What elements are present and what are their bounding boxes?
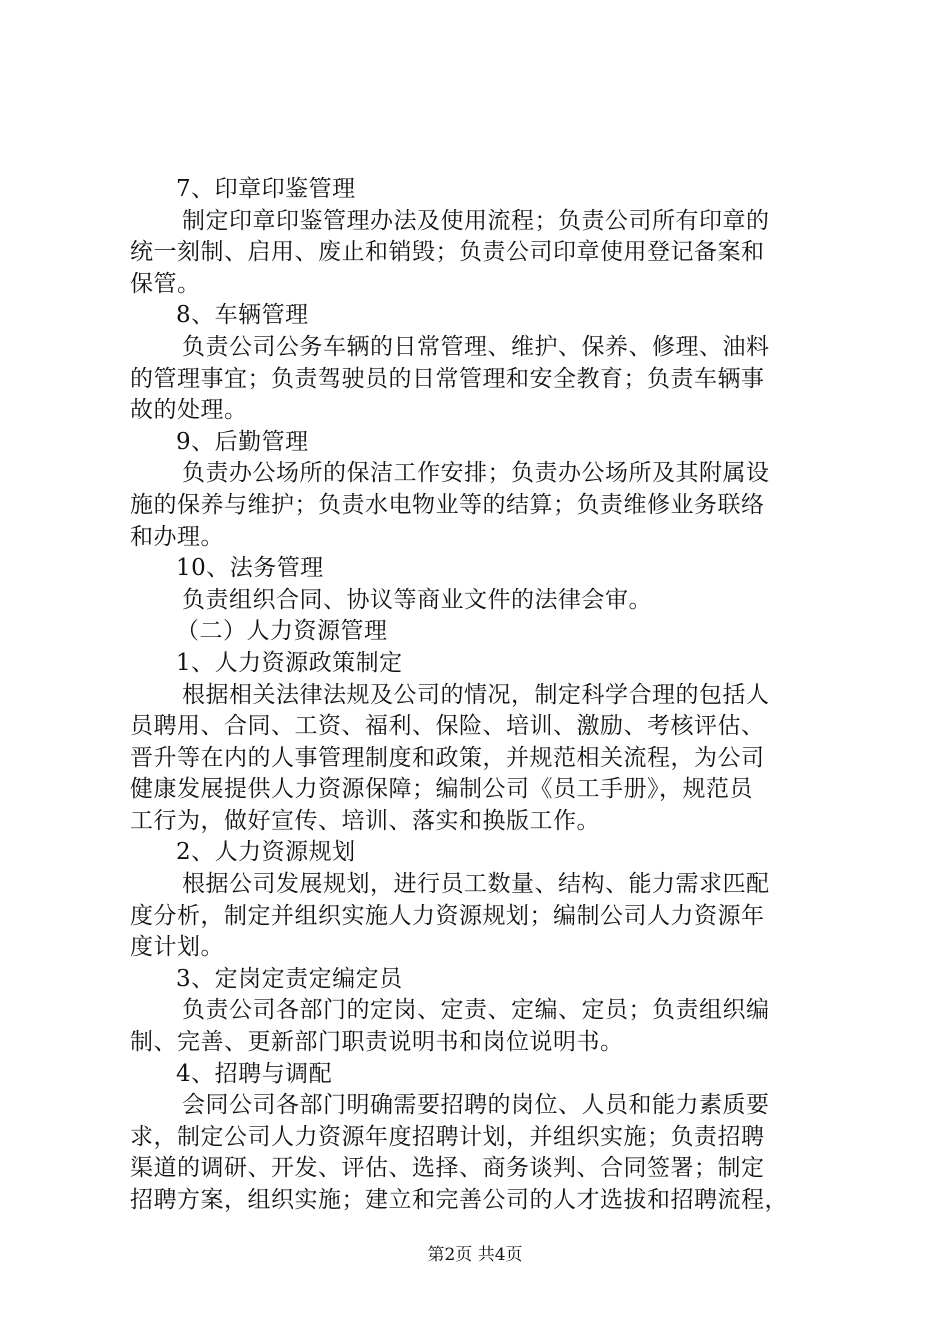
paragraph-line: 会同公司各部门明确需要招聘的岗位、人员和能力素质要 xyxy=(182,1092,770,1119)
paragraph-line: 根据公司发展规划，进行员工数量、结构、能力需求匹配 xyxy=(182,871,770,898)
paragraph-line: 制定印章印鉴管理办法及使用流程；负责公司所有印章的 xyxy=(182,207,770,234)
section-heading: 1、人力资源政策制定 xyxy=(176,649,403,676)
paragraph-line: 晋升等在内的人事管理制度和政策，并规范相关流程，为公司 xyxy=(130,744,765,771)
paragraph-line: 负责组织合同、协议等商业文件的法律会审。 xyxy=(182,586,652,613)
section-heading: 3、定岗定责定编定员 xyxy=(176,965,403,992)
paragraph-line: 故的处理。 xyxy=(130,397,248,424)
section-heading: 10、法务管理 xyxy=(176,555,324,582)
document-body xyxy=(130,174,830,1217)
paragraph-line: 求，制定公司人力资源年度招聘计划，并组织实施；负责招聘 xyxy=(130,1123,765,1150)
paragraph-line: 负责公司公务车辆的日常管理、维护、保养、修理、油料 xyxy=(182,333,770,360)
paragraph-line: 负责办公场所的保洁工作安排；负责办公场所及其附属设 xyxy=(182,460,770,487)
paragraph-line: 根据相关法律法规及公司的情况，制定科学合理的包括人 xyxy=(182,681,770,708)
paragraph-line: 施的保养与维护；负责水电物业等的结算；负责维修业务联络 xyxy=(130,491,765,518)
paragraph-line: 保管。 xyxy=(130,270,201,297)
paragraph-line: 统一刻制、启用、废止和销毁；负责公司印章使用登记备案和 xyxy=(130,239,765,266)
paragraph-line: 工行为，做好宣传、培训、落实和换版工作。 xyxy=(130,807,600,834)
paragraph-line: 的管理事宜；负责驾驶员的日常管理和安全教育；负责车辆事 xyxy=(130,365,765,392)
paragraph-line: 负责公司各部门的定岗、定责、定编、定员；负责组织编 xyxy=(182,997,770,1024)
page-number-label: 第2页 共4页 xyxy=(427,1245,523,1265)
section-heading: 8、车辆管理 xyxy=(176,302,309,329)
section-heading: 7、印章印鉴管理 xyxy=(176,176,356,202)
page-footer xyxy=(0,1243,950,1267)
paragraph-line: 度计划。 xyxy=(130,934,224,961)
section-heading: 9、后勤管理 xyxy=(176,428,309,455)
section-heading: （二）人力资源管理 xyxy=(176,618,388,645)
paragraph-line: 和办理。 xyxy=(130,523,224,550)
paragraph-line: 健康发展提供人力资源保障；编制公司《员工手册》，规范员 xyxy=(130,776,753,803)
section-heading: 4、招聘与调配 xyxy=(176,1060,333,1087)
paragraph-line: 度分析，制定并组织实施人力资源规划；编制公司人力资源年 xyxy=(130,902,765,929)
section-heading: 2、人力资源规划 xyxy=(176,839,356,866)
paragraph-line: 制、完善、更新部门职责说明书和岗位说明书。 xyxy=(130,1029,624,1056)
paragraph-line: 招聘方案，组织实施；建立和完善公司的人才选拔和招聘流程， xyxy=(130,1187,788,1213)
paragraph-line: 员聘用、合同、工资、福利、保险、培训、激励、考核评估、 xyxy=(130,713,765,740)
paragraph-line: 渠道的调研、开发、评估、选择、商务谈判、合同签署；制定 xyxy=(130,1155,765,1182)
